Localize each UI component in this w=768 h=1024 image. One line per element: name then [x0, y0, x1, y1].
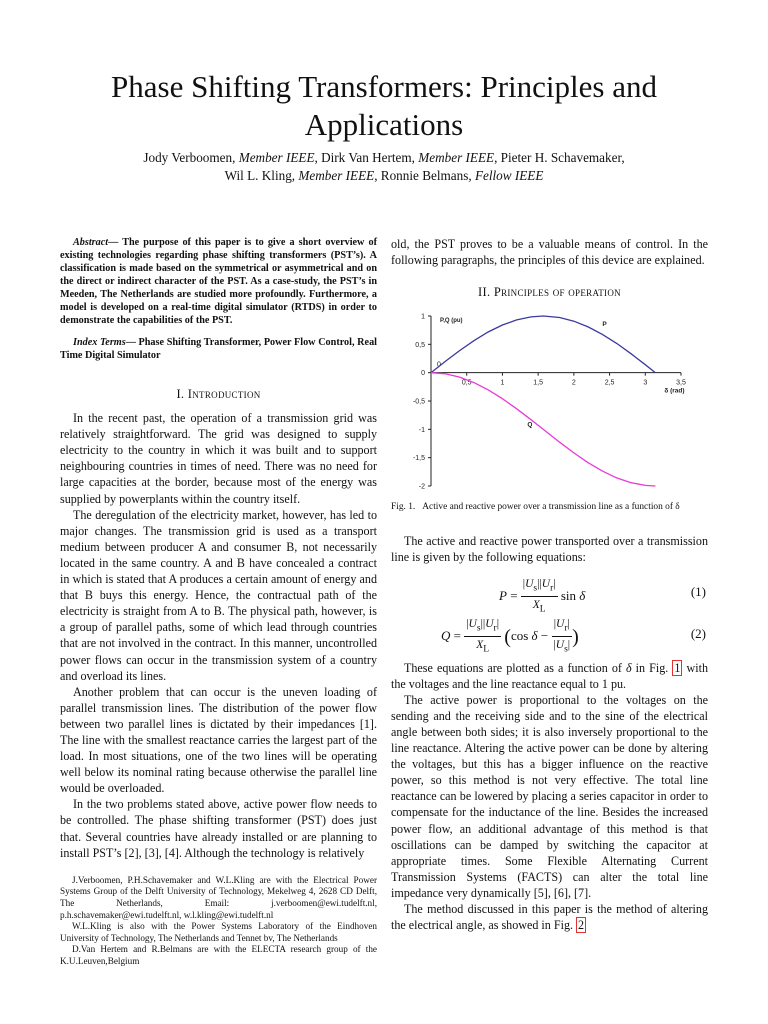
author-name: Wil L. Kling,	[224, 168, 299, 183]
paragraph: old, the PST proves to be a valuable means of control. In the following paragraphs, the principles of this device are explained.	[391, 237, 708, 268]
author-name: Jody Verboomen,	[143, 150, 239, 165]
x-tick-label: 3	[643, 379, 648, 387]
x-tick-label: 2,5	[604, 379, 615, 387]
right-column	[391, 236, 708, 933]
series-line-q	[431, 373, 655, 486]
author-role: Fellow IEEE	[474, 168, 544, 183]
y-tick-label: -2	[418, 483, 425, 491]
y-tick-label: 1	[421, 313, 425, 321]
x-tick-label: 2	[571, 379, 576, 387]
author-line-2	[60, 167, 708, 185]
footnote: W.L.Kling is also with the Power Systems Laboratory of the Eindhoven University of Technology, The Netherlands and Tennet bv, The Netherlands	[60, 921, 377, 943]
index-terms	[60, 336, 377, 362]
y-tick-label: -1,5	[412, 455, 425, 463]
author-role: Member IEEE	[238, 150, 315, 165]
x-tick-label: 1,5	[533, 379, 544, 387]
footnotes	[60, 875, 377, 968]
author-name: , Ronnie Belmans,	[374, 168, 475, 183]
equation-number: (2)	[690, 625, 706, 641]
y-tick-label: -1	[418, 427, 425, 435]
x-tick-label: 0,5	[461, 379, 472, 387]
abstract-text: — The purpose of this paper is to give a short overview of existing technologies regarding phase shifting transformers (PST’s). A classification is made based on the symmetrical or asymmetrical and on the direct or indirect character of the PST. As a case-study, the PST’s in Meeden, The Netherlands are studied more profoundly. Furthermore, a model is developed on a real-time digital simulator (RTDS) in order to demonstrate the capabilities of the PST.	[60, 237, 377, 326]
author-line-1	[60, 149, 708, 167]
author-name: , Pieter H. Schavemaker,	[494, 150, 625, 165]
equation-number: (1)	[690, 583, 706, 599]
y-tick-label: 0,5	[415, 342, 425, 350]
author-role: Member IEEE	[298, 168, 375, 183]
series-label: P	[602, 321, 607, 329]
y-tick-label: 0	[421, 370, 425, 378]
author-role: Member IEEE	[418, 150, 495, 165]
paragraph: In the recent past, the operation of a transmission grid was relatively straightforward. The grid was designed to supply electricity to the country in which it was built and to support neighbouring countries in times of need. There was no need for large capacities at the border, because most of the energy was supplied by powerplants within the country itself.	[60, 411, 377, 506]
paragraph: The active and reactive power transported over a transmission line is given by the following equations:	[391, 534, 708, 565]
paper-title: Phase Shifting Transformers: Principles and Applications	[111, 69, 657, 142]
section-heading-intro: I. Introduction	[176, 387, 261, 401]
abstract-label: Abstract	[73, 237, 109, 248]
abstract	[60, 236, 377, 327]
equation-1	[391, 574, 708, 615]
index-terms-text: — Phase Shifting Transformer, Power Flow Control, Real Time Digital Simulator	[60, 337, 377, 361]
author-list	[60, 149, 708, 185]
paragraph: The active power is proportional to the voltages on the sending and the receiving side and to the sine of the electrical angle between both sides; it is also inversely proportional to the line reactance. Altering the active power can be done by altering the voltages, but this has a bigger influence on the reactive power, so this method is not very effective. The total line reactance can be lowered by placing a series capacitor in order to compensate for the inductance of the line. Besides the increased power flow, an additional advantage of this method is that oscillations can be damped by switching the capacitor at appropriate times. Some Flexible Alternating Current Transmission Systems (FACTS) can alter the total line impedance very dynamically [5], [6], [7].	[391, 692, 708, 900]
author-name: , Dirk Van Hertem,	[314, 150, 419, 165]
x-axis-label: δ (rad)	[664, 387, 685, 395]
figure-1	[391, 308, 708, 513]
footnote: D.Van Hertem and R.Belmans are with the ELECTA research group of the K.U.Leuven,Belgium	[60, 944, 377, 966]
footnote: J.Verboomen, P.H.Schavemaker and W.L.Kling are with the Electrical Power Systems Group of the Delft University of Technology, Mekelweg 4, 2628 CD Delft, The Netherlands, Email: j.verboomen@ewi.tudelft.nl, p.h.schavemaker@ewi.tudelft.nl, w.l.kling@ewi.tudelft.nl	[60, 874, 377, 920]
series-line-p	[431, 316, 655, 373]
section-heading-principles: II. Principles of operation	[478, 285, 621, 300]
paragraph: In the two problems stated above, active power flow needs to be controlled. The phase shifting transformer (PST) does just that. Several countries have already installed or are planning to install PST’s [2], [3], [4]. Although the technology is relatively	[60, 797, 377, 860]
equation-2-body: Q = $\frac{|U_s||U_r|}{X_L}$ (cos δ − $\frac{|U_r|}{|U_s|}$ )	[441, 617, 579, 655]
series-label: Q	[527, 421, 533, 429]
y-axis-label: P,Q (pu)	[440, 318, 463, 325]
x-tick-label: 1	[500, 379, 505, 387]
figure-reference-link[interactable]: 2	[578, 918, 585, 933]
y-tick-label: -0,5	[412, 398, 425, 406]
figure-caption: Fig. 1. Active and reactive power over a transmission line as a function of δ	[391, 502, 680, 513]
paragraph: The method discussed in this paper is the method of altering the electrical angle, as showed in Fig. 2	[391, 901, 708, 933]
paragraph: The deregulation of the electricity market, however, has led to major changes. The transmission grid is used as a transport medium between producer A and consumer B, not necessarily located in the same country. A and B have concealed a contract in which is stated that A produces a certain amount of energy and that B buys this energy. Hence, the contractual path of the electricity is straight from A to B. The physical path, however, is a group of parallel paths, some of which lead through countries that are not involved in the contract. In this manner, uncontrolled power flows can occur in the transmission system of a country and overload its lines.	[60, 507, 377, 683]
paragraph: These equations are plotted as a function of δ in Fig. 1 with the voltages and the line reactance equal to 1 pu.	[391, 660, 708, 691]
pq-chart	[391, 308, 708, 493]
index-terms-label: Index Terms	[73, 337, 126, 348]
equation-1-body: P = $\frac{|U_s||U_r|}{X_L}$ sin δ	[499, 577, 586, 615]
equation-2	[391, 616, 708, 654]
paragraph: Another problem that can occur is the uneven loading of parallel transmission lines. The distribution of the power flow between two parallel lines is dictated by their impedances [1]. The line with the smallest reactance carries the largest part of the load. In most situations, one of the two lines will be operating well below its nominal rating because otherwise the parallel line would be overloaded.	[60, 684, 377, 796]
left-column	[60, 236, 377, 967]
x-tick-label: 3,5	[676, 379, 686, 387]
y-tick-label: 0	[437, 361, 441, 369]
figure-reference-link[interactable]: 1	[674, 660, 681, 675]
